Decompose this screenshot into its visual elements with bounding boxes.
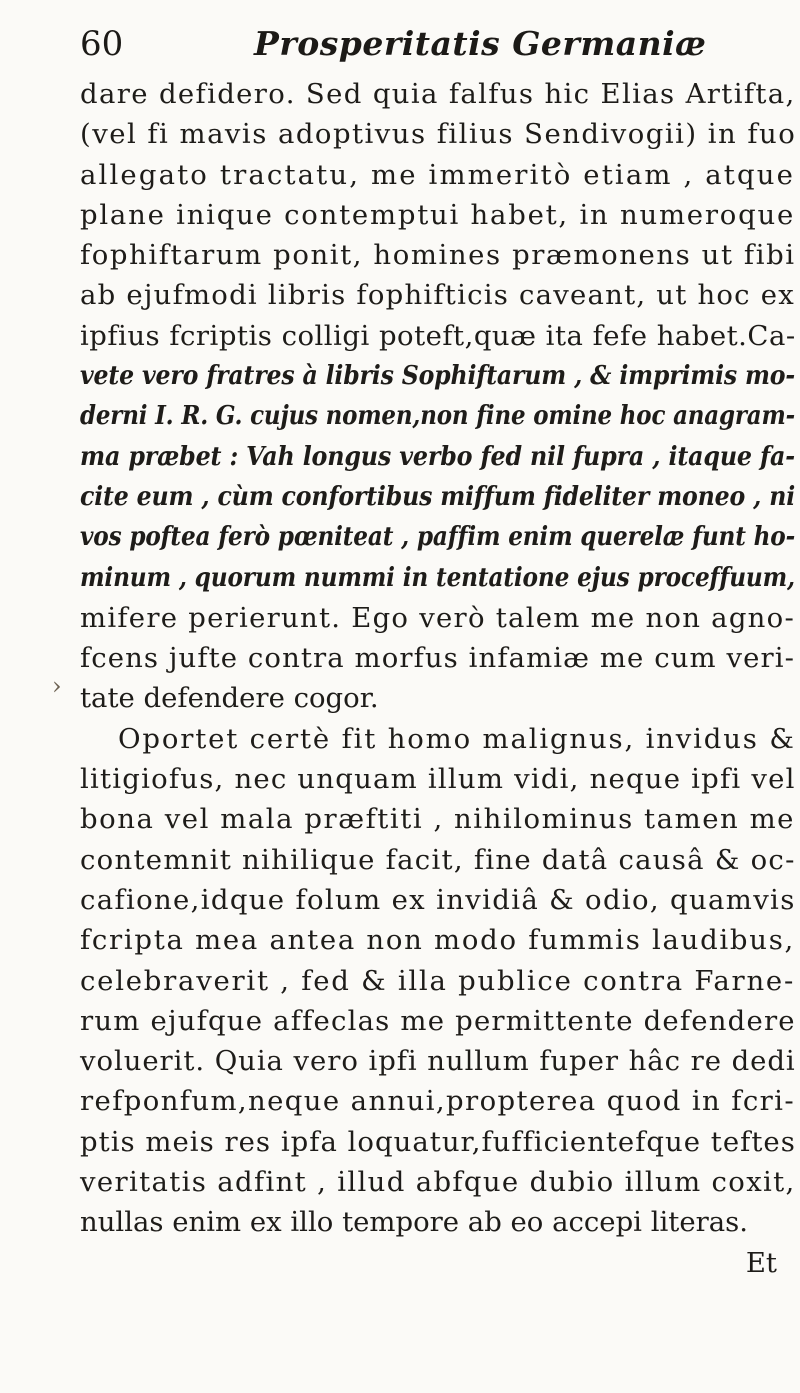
- text-line: bona vel mala præftiti , nihilominus tamen me: [80, 803, 796, 836]
- quoted-text-line: minum , quorum nummi in tentatione ejus proceffuum,: [80, 561, 795, 593]
- text-line: dare defidero. Sed quia falfus hic Elias Artifta,: [80, 78, 796, 110]
- text-line: contemnit nihilique facit, fine datâ causâ & oc-: [80, 843, 796, 876]
- text-line: ipfius fcriptis colligi poteft,quæ ita fefe habet.Ca-: [80, 319, 796, 352]
- text-line: litigiofus, nec unquam illum vidi, neque ipfi vel: [80, 763, 796, 796]
- text-line: ptis meis res ipfa loquatur,fufficientefque teftes: [80, 1125, 796, 1158]
- page-number: 60: [80, 24, 124, 64]
- text-line: mifere perierunt. Ego verò talem me non agno-: [80, 601, 796, 634]
- paragraph-start-line: Oportet certè fit homo malignus, invidus &: [118, 722, 796, 755]
- text-line: voluerit. Quia vero ipfi nullum fuper hâc re dedi: [80, 1045, 796, 1078]
- text-line: nullas enim ex illo tempore ab eo accepi literas.: [80, 1206, 749, 1239]
- text-line: fcens jufte contra morfus infamiæ me cum veri-: [80, 642, 795, 675]
- catchword: Et: [745, 1246, 777, 1279]
- text-line: veritatis adfint , illud abfque dubio illum coxit,: [80, 1166, 796, 1199]
- text-line: rum ejufque affeclas me permittente defendere: [80, 1004, 796, 1037]
- margin-mark: ›: [52, 672, 62, 700]
- quoted-text-line: derni I. R. G. cujus nomen,non fine omine hoc anagram-: [80, 400, 795, 432]
- quoted-text-line: ma præbet : Vah longus verbo fed nil fupra , itaque fa-: [80, 440, 795, 472]
- quoted-text-line: cite eum , cùm confortibus miffum fideliter moneo , ni: [80, 480, 796, 512]
- text-line: fophiftarum ponit, homines præmonens ut fibi: [80, 239, 796, 272]
- text-line: celebraverit , fed & illa publice contra Farne-: [80, 964, 795, 997]
- quoted-text-line: vete vero fratres à libris Sophiftarum , & imprimis mo-: [80, 360, 795, 392]
- running-head: [80, 20, 720, 68]
- text-line: ab ejufmodi libris fophifticis caveant, ut hoc ex: [80, 279, 795, 312]
- text-line: plane inique contemptui habet, in numeroque: [80, 198, 795, 231]
- running-title: Prosperitatis Germaniæ: [254, 24, 707, 63]
- text-line: (vel fi mavis adoptivus filius Sendivogii) in fuo: [80, 118, 797, 151]
- quoted-text-line: vos poftea ferò pœniteat , paffim enim querelæ funt ho-: [80, 521, 796, 553]
- text-line: cafione,idque folum ex invidiâ & odio, quamvis: [80, 883, 796, 916]
- text-line: tate defendere cogor.: [80, 682, 379, 715]
- text-line: refponfum,neque annui,propterea quod in fcri-: [80, 1085, 795, 1118]
- text-line: fcripta mea antea non modo fummis laudibus,: [80, 924, 796, 957]
- body-text: [80, 74, 795, 1283]
- text-line: allegato tractatu, me immeritò etiam , atque: [80, 158, 795, 191]
